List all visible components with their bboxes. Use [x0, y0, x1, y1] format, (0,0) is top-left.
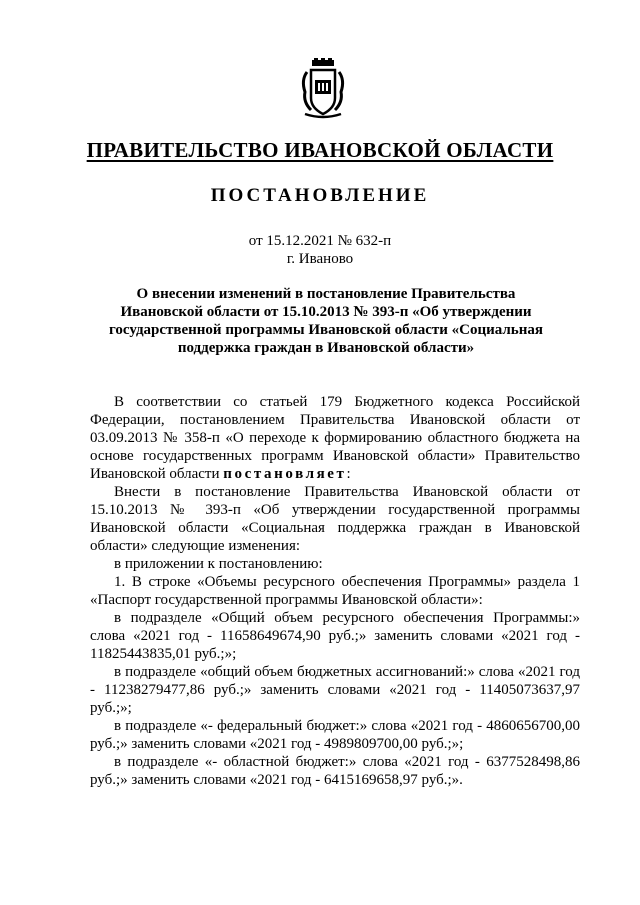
paragraph-preamble	[90, 393, 580, 483]
paragraph-regional-budget: в подразделе «- областной бюджет:» слова «2021 год - 6377528498,86 руб.;» заменить словами «2021 год - 6415169658,97 руб.;».	[90, 754, 580, 788]
document-subject-title: О внесении изменений в постановление Правительства Ивановской области от 15.10.2013 № 393-п «Об утверждении государственной программы Ивановской области «Социальная поддержка граждан в Ивановской области»	[108, 286, 543, 356]
paragraph-total-volume: в подразделе «Общий объем ресурсного обеспечения Программы:» слова «2021 год - 11658649674,90 руб.;» заменить словами «2021 год - 11825443835,01 руб.;»;	[90, 610, 580, 662]
paragraph-appendix: в приложении к постановлению:	[114, 556, 323, 572]
resolution-keyword: постановляет	[223, 466, 347, 482]
coat-of-arms-icon	[297, 58, 349, 120]
paragraph-federal-budget: в подразделе «- федеральный бюджет:» слова «2021 год - 4860656700,00 руб.;» заменить словами «2021 год - 4989809700,00 руб.;»;	[90, 718, 580, 752]
organization-name: ПРАВИТЕЛЬСТВО ИВАНОВСКОЙ ОБЛАСТИ	[86, 138, 554, 162]
document-body	[90, 393, 580, 789]
organization-title	[0, 138, 640, 163]
document-date-number: от 15.12.2021 № 632-п	[248, 233, 392, 249]
document-type: ПОСТАНОВЛЕНИЕ	[210, 185, 430, 206]
preamble-text: В соответствии со статьей 179 Бюджетного кодекса Российской Федерации, постановлением Правительства Ивановской области от 03.09.2013 № 358-п «О переходе к формированию областного бюджета на основе государственных программ Ивановской области» Правительство Ивановской области	[90, 394, 580, 482]
paragraph-budget-allocations: в подразделе «общий объем бюджетных ассигнований:» слова «2021 год - 11238279477,86 руб.;» заменить словами «2021 год - 11405073637,97 руб.;»;	[90, 664, 580, 716]
paragraph-amend: Внести в постановление Правительства Ивановской области от 15.10.2013 № 393-п «Об утверждении государственной программы Ивановской области «Социальная поддержка граждан в Ивановской области» следующие изменения:	[90, 484, 580, 554]
paragraph-item-1: 1. В строке «Объемы ресурсного обеспечения Программы» раздела 1 «Паспорт государственной программы Ивановской области»:	[90, 574, 580, 608]
document-city: г. Иваново	[286, 251, 354, 267]
preamble-end: :	[346, 466, 351, 482]
